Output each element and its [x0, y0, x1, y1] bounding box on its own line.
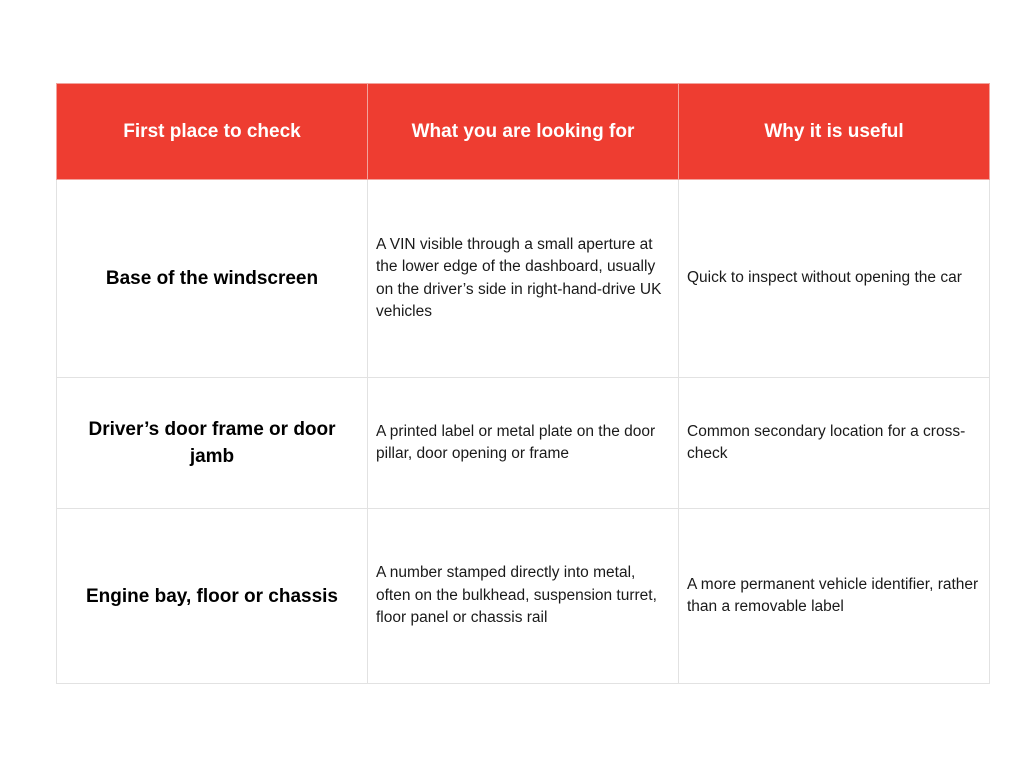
- header-why-useful: Why it is useful: [679, 84, 990, 180]
- cell-looking-for: A number stamped directly into metal, often on the bulkhead, suspension turret, floor panel or chassis rail: [368, 509, 679, 684]
- table-body: [57, 180, 990, 684]
- cell-why-useful: Quick to inspect without opening the car: [679, 180, 990, 378]
- cell-place: Engine bay, floor or chassis: [57, 509, 368, 684]
- header-row: [57, 84, 990, 180]
- cell-looking-for: A VIN visible through a small aperture at the lower edge of the dashboard, usually on the driver’s side in right-hand-drive UK vehicles: [368, 180, 679, 378]
- table-row: [57, 180, 990, 378]
- header-first-place: First place to check: [57, 84, 368, 180]
- table-row: [57, 378, 990, 509]
- table-header: [57, 84, 990, 180]
- cell-looking-for: A printed label or metal plate on the door pillar, door opening or frame: [368, 378, 679, 509]
- cell-place: Driver’s door frame or door jamb: [57, 378, 368, 509]
- vin-location-table: [56, 83, 990, 684]
- cell-place: Base of the windscreen: [57, 180, 368, 378]
- cell-why-useful: Common secondary location for a cross-check: [679, 378, 990, 509]
- table-row: [57, 509, 990, 684]
- header-looking-for: What you are looking for: [368, 84, 679, 180]
- cell-why-useful: A more permanent vehicle identifier, rather than a removable label: [679, 509, 990, 684]
